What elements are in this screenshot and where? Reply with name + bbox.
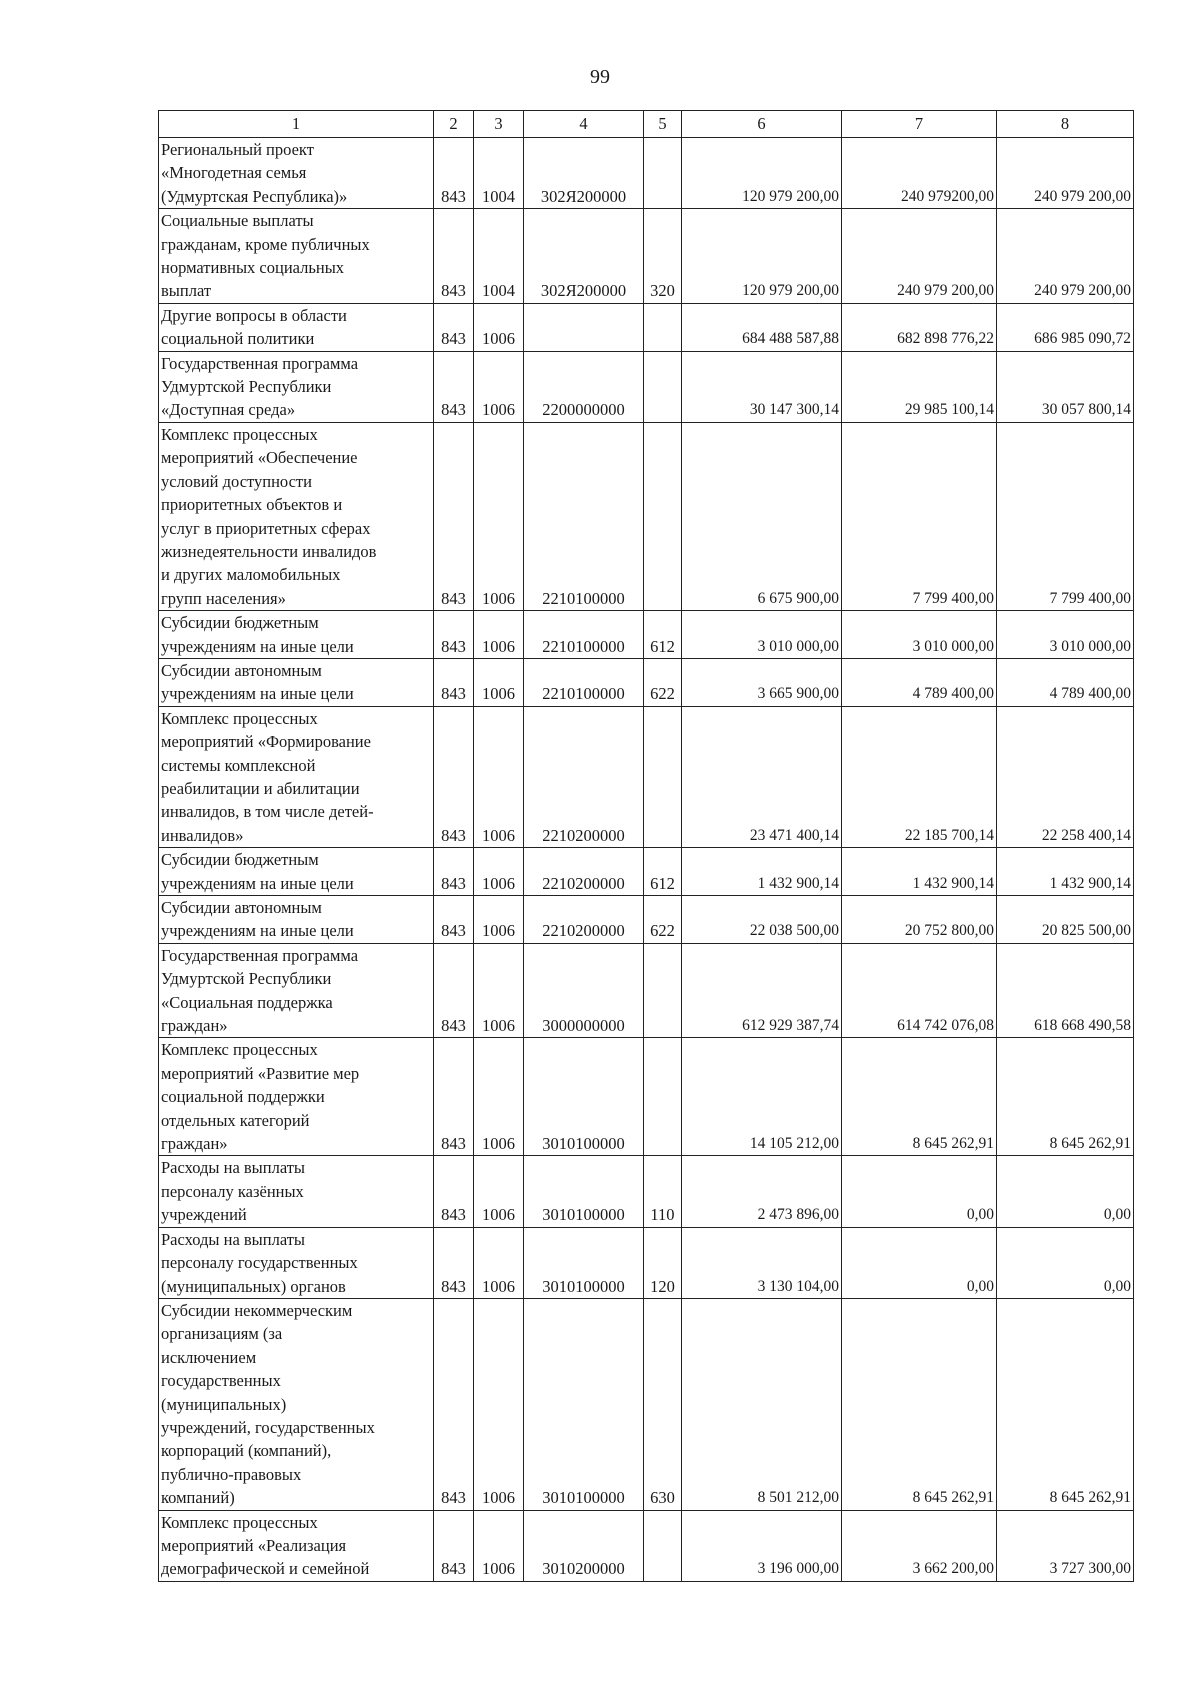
amount-col8-cell: 1 432 900,14 [997, 848, 1134, 896]
amount-col6-cell: 3 665 900,00 [682, 658, 842, 706]
amount-col8-cell: 30 057 800,14 [997, 351, 1134, 422]
table-row [159, 303, 1134, 351]
amount-col6-cell: 8 501 212,00 [682, 1298, 842, 1510]
target-article-cell: 302Я200000 [524, 138, 644, 209]
expense-type-cell [644, 422, 682, 610]
target-article-cell: 2210200000 [524, 896, 644, 944]
amount-col7-cell: 22 185 700,14 [842, 706, 997, 847]
expense-type-cell [644, 1038, 682, 1156]
ministry-code-cell: 843 [434, 1298, 474, 1510]
column-header: 1 [159, 111, 434, 138]
amount-col8-cell: 8 645 262,91 [997, 1038, 1134, 1156]
expense-type-cell [644, 303, 682, 351]
ministry-code-cell: 843 [434, 611, 474, 659]
expense-type-cell: 612 [644, 848, 682, 896]
column-header: 4 [524, 111, 644, 138]
amount-col7-cell: 0,00 [842, 1156, 997, 1227]
amount-col6-cell: 23 471 400,14 [682, 706, 842, 847]
budget-table [158, 110, 1134, 1582]
section-code-cell: 1006 [474, 422, 524, 610]
ministry-code-cell: 843 [434, 896, 474, 944]
target-article-cell: 3010100000 [524, 1038, 644, 1156]
amount-col8-cell: 3 010 000,00 [997, 611, 1134, 659]
amount-col7-cell: 240 979 200,00 [842, 209, 997, 304]
ministry-code-cell: 843 [434, 1510, 474, 1581]
amount-col8-cell: 3 727 300,00 [997, 1510, 1134, 1581]
expense-type-cell: 110 [644, 1156, 682, 1227]
row-name-cell: Государственная программа Удмуртской Республики «Доступная среда» [159, 351, 434, 422]
ministry-code-cell: 843 [434, 209, 474, 304]
target-article-cell [524, 303, 644, 351]
table-row [159, 1156, 1134, 1227]
section-code-cell: 1006 [474, 1038, 524, 1156]
amount-col6-cell: 684 488 587,88 [682, 303, 842, 351]
row-name-cell: Комплекс процессных мероприятий «Формирование системы комплексной реабилитации и абилитации инвалидов, в том числе детей- инвалидов» [159, 706, 434, 847]
section-code-cell: 1006 [474, 303, 524, 351]
table-row [159, 706, 1134, 847]
row-name-cell: Субсидии автономным учреждениям на иные цели [159, 896, 434, 944]
amount-col7-cell: 29 985 100,14 [842, 351, 997, 422]
amount-col6-cell: 22 038 500,00 [682, 896, 842, 944]
section-code-cell: 1006 [474, 848, 524, 896]
target-article-cell: 3010100000 [524, 1156, 644, 1227]
amount-col8-cell: 8 645 262,91 [997, 1298, 1134, 1510]
column-header: 3 [474, 111, 524, 138]
amount-col8-cell: 20 825 500,00 [997, 896, 1134, 944]
row-name-cell: Региональный проект «Многодетная семья (Удмуртская Республика)» [159, 138, 434, 209]
table-header-row [159, 111, 1134, 138]
amount-col8-cell: 240 979 200,00 [997, 138, 1134, 209]
amount-col8-cell: 618 668 490,58 [997, 943, 1134, 1038]
ministry-code-cell: 843 [434, 1038, 474, 1156]
amount-col6-cell: 120 979 200,00 [682, 209, 842, 304]
amount-col8-cell: 240 979 200,00 [997, 209, 1134, 304]
amount-col6-cell: 6 675 900,00 [682, 422, 842, 610]
target-article-cell: 3010100000 [524, 1227, 644, 1298]
target-article-cell: 2210100000 [524, 658, 644, 706]
expense-type-cell [644, 1510, 682, 1581]
table-body [159, 138, 1134, 1582]
ministry-code-cell: 843 [434, 422, 474, 610]
target-article-cell: 3010200000 [524, 1510, 644, 1581]
row-name-cell: Комплекс процессных мероприятий «Развитие мер социальной поддержки отдельных категорий граждан» [159, 1038, 434, 1156]
column-header: 6 [682, 111, 842, 138]
ministry-code-cell: 843 [434, 303, 474, 351]
ministry-code-cell: 843 [434, 658, 474, 706]
ministry-code-cell: 843 [434, 351, 474, 422]
row-name-cell: Комплекс процессных мероприятий «Обеспечение условий доступности приоритетных объектов и услуг в приоритетных сферах жизнедеятельности инвалидов и других маломобильных групп населения» [159, 422, 434, 610]
row-name-cell: Государственная программа Удмуртской Республики «Социальная поддержка граждан» [159, 943, 434, 1038]
row-name-cell: Другие вопросы в области социальной политики [159, 303, 434, 351]
amount-col7-cell: 3 010 000,00 [842, 611, 997, 659]
section-code-cell: 1006 [474, 1298, 524, 1510]
column-header: 8 [997, 111, 1134, 138]
expense-type-cell: 612 [644, 611, 682, 659]
amount-col7-cell: 4 789 400,00 [842, 658, 997, 706]
table-row [159, 209, 1134, 304]
table-row [159, 1298, 1134, 1510]
amount-col6-cell: 14 105 212,00 [682, 1038, 842, 1156]
amount-col7-cell: 240 979200,00 [842, 138, 997, 209]
section-code-cell: 1006 [474, 1510, 524, 1581]
table-row [159, 896, 1134, 944]
amount-col6-cell: 612 929 387,74 [682, 943, 842, 1038]
column-header: 5 [644, 111, 682, 138]
target-article-cell: 2210100000 [524, 611, 644, 659]
expense-type-cell: 622 [644, 658, 682, 706]
amount-col7-cell: 1 432 900,14 [842, 848, 997, 896]
target-article-cell: 302Я200000 [524, 209, 644, 304]
section-code-cell: 1006 [474, 1156, 524, 1227]
target-article-cell: 2200000000 [524, 351, 644, 422]
amount-col7-cell: 7 799 400,00 [842, 422, 997, 610]
column-header: 7 [842, 111, 997, 138]
amount-col7-cell: 20 752 800,00 [842, 896, 997, 944]
table-row [159, 138, 1134, 209]
ministry-code-cell: 843 [434, 1227, 474, 1298]
section-code-cell: 1006 [474, 658, 524, 706]
section-code-cell: 1006 [474, 611, 524, 659]
target-article-cell: 3010100000 [524, 1298, 644, 1510]
expense-type-cell: 622 [644, 896, 682, 944]
section-code-cell: 1006 [474, 351, 524, 422]
row-name-cell: Субсидии автономным учреждениям на иные цели [159, 658, 434, 706]
section-code-cell: 1006 [474, 1227, 524, 1298]
ministry-code-cell: 843 [434, 706, 474, 847]
row-name-cell: Расходы на выплаты персоналу казённых учреждений [159, 1156, 434, 1227]
section-code-cell: 1004 [474, 209, 524, 304]
row-name-cell: Расходы на выплаты персоналу государственных (муниципальных) органов [159, 1227, 434, 1298]
amount-col8-cell: 0,00 [997, 1156, 1134, 1227]
amount-col6-cell: 1 432 900,14 [682, 848, 842, 896]
amount-col8-cell: 7 799 400,00 [997, 422, 1134, 610]
ministry-code-cell: 843 [434, 848, 474, 896]
ministry-code-cell: 843 [434, 138, 474, 209]
table-row [159, 611, 1134, 659]
target-article-cell: 2210200000 [524, 848, 644, 896]
amount-col6-cell: 3 130 104,00 [682, 1227, 842, 1298]
table-row [159, 943, 1134, 1038]
amount-col7-cell: 8 645 262,91 [842, 1298, 997, 1510]
expense-type-cell: 630 [644, 1298, 682, 1510]
amount-col6-cell: 3 196 000,00 [682, 1510, 842, 1581]
amount-col6-cell: 120 979 200,00 [682, 138, 842, 209]
amount-col7-cell: 614 742 076,08 [842, 943, 997, 1038]
target-article-cell: 2210100000 [524, 422, 644, 610]
expense-type-cell [644, 706, 682, 847]
amount-col6-cell: 30 147 300,14 [682, 351, 842, 422]
amount-col7-cell: 682 898 776,22 [842, 303, 997, 351]
expense-type-cell: 320 [644, 209, 682, 304]
amount-col8-cell: 686 985 090,72 [997, 303, 1134, 351]
page-number: 99 [590, 66, 610, 88]
table-row [159, 1038, 1134, 1156]
row-name-cell: Социальные выплаты гражданам, кроме публичных нормативных социальных выплат [159, 209, 434, 304]
table-row [159, 1510, 1134, 1581]
table-row [159, 351, 1134, 422]
amount-col6-cell: 2 473 896,00 [682, 1156, 842, 1227]
target-article-cell: 2210200000 [524, 706, 644, 847]
row-name-cell: Субсидии бюджетным учреждениям на иные цели [159, 611, 434, 659]
expense-type-cell [644, 351, 682, 422]
table-row [159, 658, 1134, 706]
amount-col8-cell: 22 258 400,14 [997, 706, 1134, 847]
table-row [159, 848, 1134, 896]
expense-type-cell [644, 943, 682, 1038]
column-header: 2 [434, 111, 474, 138]
expense-type-cell [644, 138, 682, 209]
ministry-code-cell: 843 [434, 943, 474, 1038]
expense-type-cell: 120 [644, 1227, 682, 1298]
amount-col7-cell: 8 645 262,91 [842, 1038, 997, 1156]
amount-col7-cell: 0,00 [842, 1227, 997, 1298]
target-article-cell: 3000000000 [524, 943, 644, 1038]
section-code-cell: 1004 [474, 138, 524, 209]
row-name-cell: Субсидии бюджетным учреждениям на иные цели [159, 848, 434, 896]
section-code-cell: 1006 [474, 896, 524, 944]
table-row [159, 1227, 1134, 1298]
section-code-cell: 1006 [474, 943, 524, 1038]
row-name-cell: Комплекс процессных мероприятий «Реализация демографической и семейной [159, 1510, 434, 1581]
ministry-code-cell: 843 [434, 1156, 474, 1227]
row-name-cell: Субсидии некоммерческим организациям (за исключением государственных (муниципальных) учреждений, государственных корпораций (компаний), публично-правовых компаний) [159, 1298, 434, 1510]
amount-col7-cell: 3 662 200,00 [842, 1510, 997, 1581]
amount-col8-cell: 0,00 [997, 1227, 1134, 1298]
amount-col8-cell: 4 789 400,00 [997, 658, 1134, 706]
section-code-cell: 1006 [474, 706, 524, 847]
table-row [159, 422, 1134, 610]
amount-col6-cell: 3 010 000,00 [682, 611, 842, 659]
